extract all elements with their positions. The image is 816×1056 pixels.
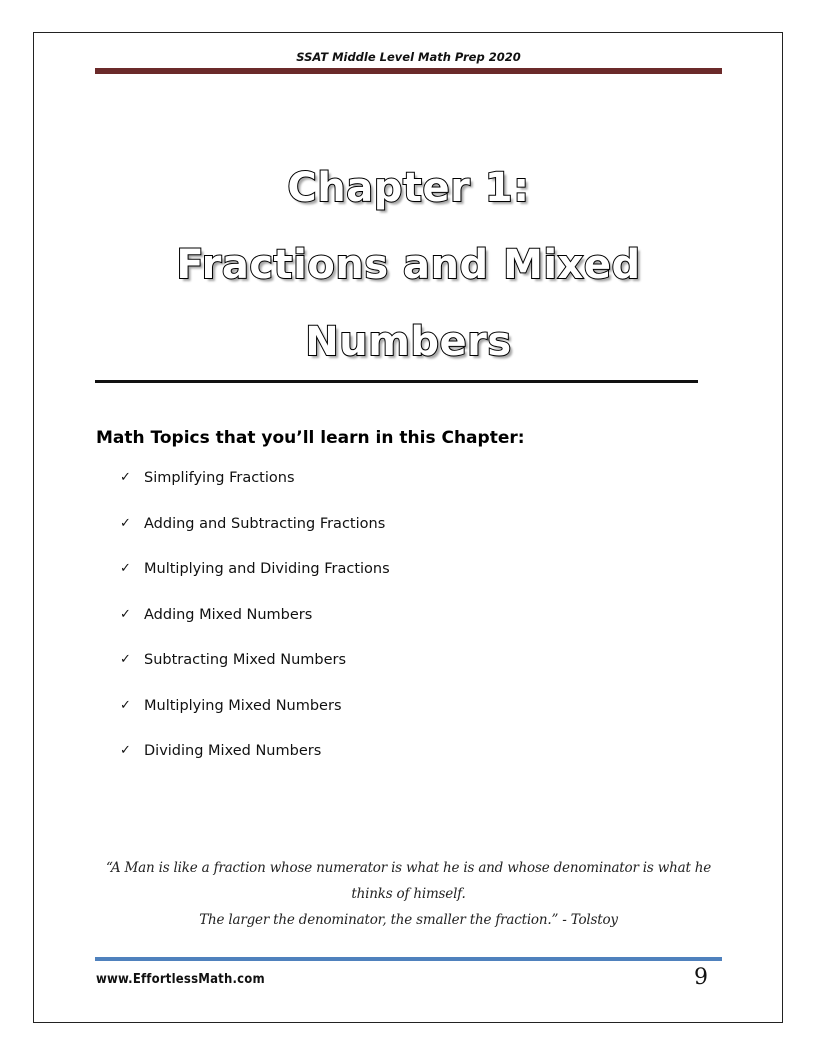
footer-website: www.EffortlessMath.com xyxy=(96,972,265,987)
chapter-title-line-3: Numbers xyxy=(305,319,512,365)
quote-line-1: “A Man is like a fraction whose numerator is what he is and whose denominator is what he thinks of himself. xyxy=(105,860,712,902)
topic-label: Adding and Subtracting Fractions xyxy=(144,515,386,532)
page-number: 9 xyxy=(694,965,708,990)
topic-label: Multiplying and Dividing Fractions xyxy=(144,561,390,577)
topic-label: Subtracting Mixed Numbers xyxy=(144,652,347,668)
chapter-title xyxy=(95,150,722,381)
title-rule xyxy=(95,380,698,383)
footer-rule xyxy=(95,957,722,961)
checkmark-icon: ✓ xyxy=(120,606,131,622)
checkmark-icon: ✓ xyxy=(120,561,131,576)
topic-item xyxy=(120,696,390,742)
running-header: SSAT Middle Level Math Prep 2020 xyxy=(296,50,521,64)
topic-item xyxy=(120,650,390,696)
topics-list xyxy=(120,468,390,787)
checkmark-icon: ✓ xyxy=(120,697,131,713)
quote-line-2: The larger the denominator, the smaller the fraction.” - Tolstoy xyxy=(199,912,618,928)
topic-item xyxy=(120,741,390,787)
topic-item xyxy=(120,514,390,560)
topic-label: Multiplying Mixed Numbers xyxy=(144,697,342,714)
chapter-title-line-1: Chapter 1: xyxy=(287,165,530,211)
checkmark-icon: ✓ xyxy=(120,470,131,485)
checkmark-icon: ✓ xyxy=(120,743,131,758)
topic-label: Adding Mixed Numbers xyxy=(144,606,313,623)
header-rule xyxy=(95,68,722,74)
topic-item xyxy=(120,559,390,605)
topic-label: Dividing Mixed Numbers xyxy=(144,743,322,759)
topics-heading: Math Topics that you’ll learn in this Chapter: xyxy=(96,428,525,448)
tolstoy-quote xyxy=(95,855,722,933)
topic-item xyxy=(120,468,390,514)
topic-item xyxy=(120,605,390,651)
chapter-title-line-2: Fractions and Mixed xyxy=(176,242,641,288)
topic-label: Simplifying Fractions xyxy=(144,470,295,486)
checkmark-icon: ✓ xyxy=(120,652,131,667)
checkmark-icon: ✓ xyxy=(120,515,131,531)
